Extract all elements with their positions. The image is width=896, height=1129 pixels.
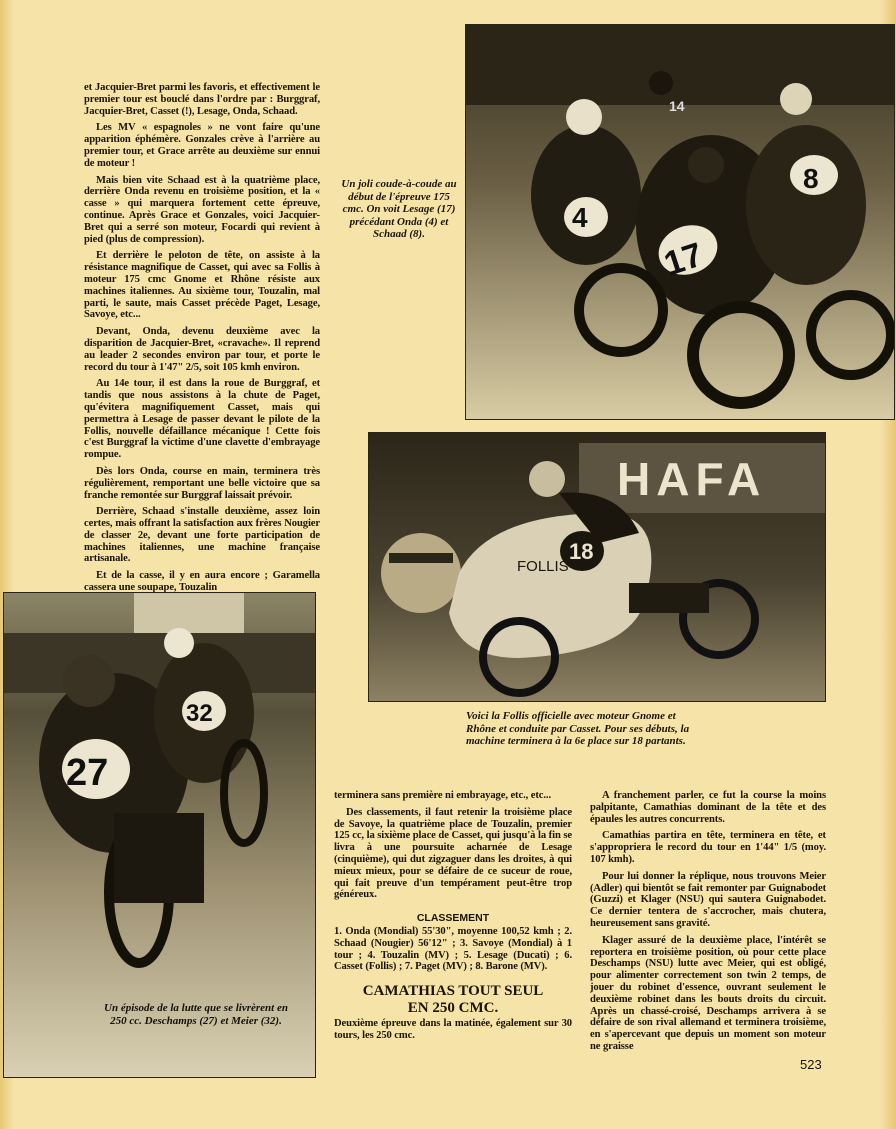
column-mid-text xyxy=(334,790,572,906)
caption-250cc-duel: Un épisode de la lutte que se livrèrent en 250 cc. Deschamps (27) et Meier (32). xyxy=(104,1002,288,1027)
follis-fairing-text: FOLLIS xyxy=(517,558,569,575)
banner-text: HAFA xyxy=(617,453,767,505)
paragraph: Mais bien vite Schaad est à la quatrième place, derrière Onda revenu en troisième position, et la « casse » qui marquera fortement cette épreuve, continue. Après Grace et Gonzales, voici Jacquier-Bret qui a serré son moteur, Focardi qui revient à pied (plus de compression). xyxy=(84,174,320,245)
after-heading-text: Deuxième épreuve dans la matinée, également sur 30 tours, les 250 cmc. xyxy=(334,1018,572,1041)
section-heading-line2: EN 250 CMC. xyxy=(407,1000,499,1016)
race-number-8: 8 xyxy=(803,163,819,194)
caption-follis: Voici la Follis officielle avec moteur Gnome et Rhône et conduite par Casset. Pour ses débuts, la machine terminera à la 6e place sur 18 partants. xyxy=(466,710,690,748)
paragraph: Dès lors Onda, course en main, terminera très régulièrement, remportant une belle victoire que sa franche remontée sur Burggraf laissait prévoir. xyxy=(84,465,320,501)
paragraph: et Jacquier-Bret parmi les favoris, et effectivement le premier tour est bouclé dans l'ordre par : Burggraf, Jacquier-Bret, Casset (!), Lesage, Onda, Schaad. xyxy=(84,82,320,117)
paragraph: Et de la casse, il y en aura encore ; Garamella cassera une soupape, Touzalin xyxy=(84,570,320,594)
photo-top-race xyxy=(465,24,895,420)
paragraph: Pour lui donner la réplique, nous trouvons Meier (Adler) qui bientôt se fait remonter par Guignabodet (Guzzi) et Klager (NSU) qui sautera Guignabodet. Ce dernier tentera de s'accrocher, mais chutera, heureusement sans gravité. xyxy=(590,870,826,929)
paragraph: Des classements, il faut retenir la troisième place de Savoye, la quatrième place de Touzalin, premier 125 cc, la sixième place de Casset, qui jusqu'à la fin se livra à une poursuite acharnée de Lesage (cinquième), qui dut zigzaguer dans les droites, à qui mieux mieux, pour se défaire de ce suceur de roue, qui fait preuve d'un tempérament peut-être trop généreux. xyxy=(334,806,572,901)
column-right-text xyxy=(590,790,826,1058)
classement-text: 1. Onda (Mondial) 55'30", moyenne 100,52 kmh ; 2. Schaad (Nougier) 56'12" ; 3. Savoye (Mondial) à 1 tour ; 4. Touzalin (MV) ; 5. Lesage (Ducati) ; 6. Casset (Follis) ; 7. Paget (MV) ; 8. Barone (MV). xyxy=(334,926,572,973)
race-number-18: 18 xyxy=(569,539,594,564)
caption-top: Un joli coude-à-coude au début de l'épreuve 175 cmc. On voit Lesage (17) précédant Onda (4) et Schaad (8). xyxy=(341,178,457,241)
paragraph: Klager assuré de la deuxième place, l'intérêt se reportera en troisième position, où pour cette place Deschamps (NSU) lutte avec Meier, qui est obligé, pour alimenter correctement son twin 2 temps, de jouer du robinet d'essence, ouvrant seulement le deuxième robinet dans les bouts droits du circuit. Après un chassé-croisé, Deschamps arrivera à se défaire de son rival allemand et terminera troisième, en s'apercevant que depuis un moment son moteur ne graisse xyxy=(590,934,826,1052)
race-number-27: 27 xyxy=(66,752,109,794)
section-heading-line1: CAMATHIAS TOUT SEUL xyxy=(362,983,544,999)
paragraph: Derrière, Schaad s'installe deuxième, assez loin certes, mais offrant la satisfaction aux frères Nougier de classer 2e, devant une forte participation de machines italiennes, une machine française artisanale. xyxy=(84,506,320,565)
paragraph: Et derrière le peloton de tête, on assiste à la résistance magnifique de Casset, qui avec sa Follis à moteur 175 cmc Gnome et Rhône résiste aux machines italiennes. Au sixième tour, Touzalin, mal parti, le saute, mais Casset précède Paget, Lesage, Savoye, etc... xyxy=(84,250,320,321)
paragraph: Les MV « espagnoles » ne vont faire qu'une apparition éphémère. Gonzales crève à l'arrière au premier tour, et Grace arrête au deuxième sur ennui de moteur ! xyxy=(84,122,320,169)
paragraph: A franchement parler, ce fut la course la moins palpitante, Camathias dominant de la tête et des épaules les autres concurrents. xyxy=(590,790,826,825)
paragraph: terminera sans première ni embrayage, etc., etc... xyxy=(334,790,552,801)
column-left-text xyxy=(84,82,320,599)
paragraph: Camathias partira en tête, terminera en tête, et s'appropriera le record du tour en 1'44" 1/5 (moy. 107 kmh). xyxy=(590,830,826,865)
race-number-17: 17 xyxy=(659,235,708,284)
paragraph: Au 14e tour, il est dans la roue de Burggraf, et tandis que nous assistons à la chute de Paget, qu'évitera magnifiquement Casset, mais qui permettra à Lesage de passer devant le pilote de la Follis, nouvelle défaillance mécanique ! Cette fois c'est Burggraf la victime d'une clavette d'embrayage rompue. xyxy=(84,378,320,461)
classement-title: CLASSEMENT xyxy=(416,912,490,924)
page-number: 523 xyxy=(800,1057,822,1072)
photo-follis-motorcycle xyxy=(368,432,826,702)
race-number-32: 32 xyxy=(186,700,213,727)
race-number-4: 4 xyxy=(572,202,588,233)
race-number-14: 14 xyxy=(669,98,685,114)
paragraph: Devant, Onda, devenu deuxième avec la disparition de Jacquier-Bret, «cravache». Il reprend au leader 2 secondes environ par tour, et porte le record du tour à 1'47" 2/5, soit 105 kmh environ. xyxy=(84,326,320,373)
